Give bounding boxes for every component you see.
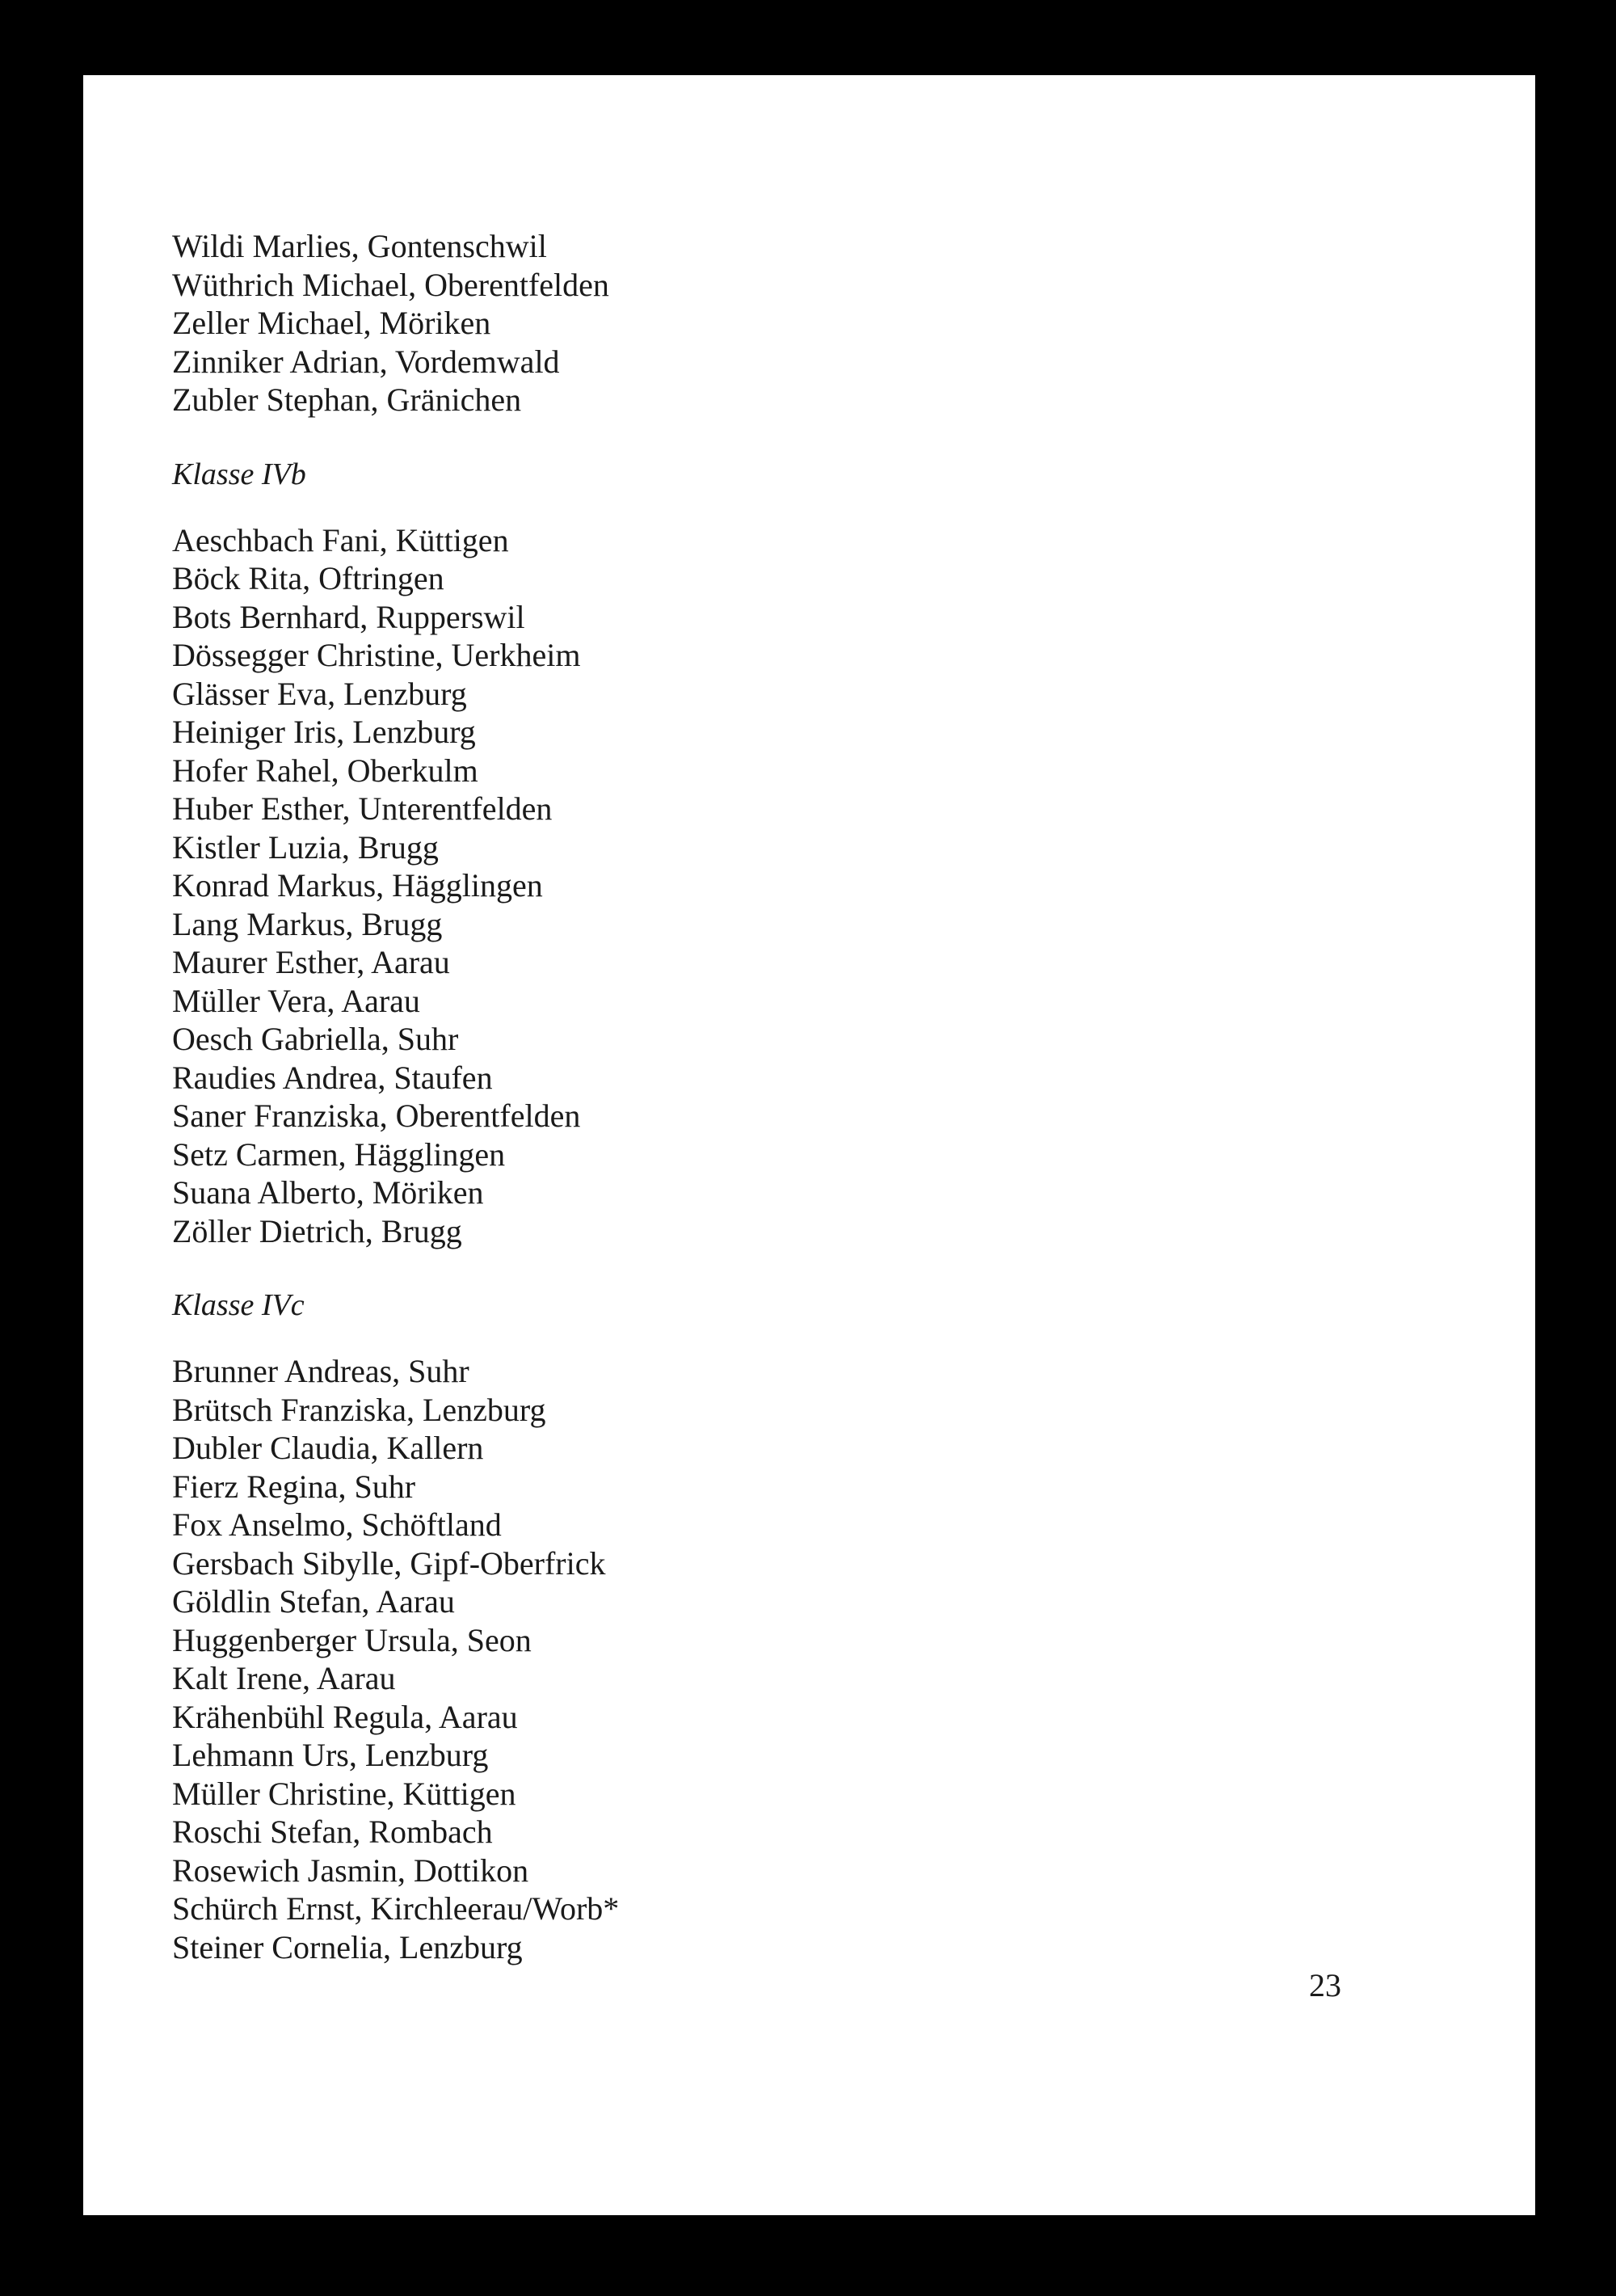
- list-item: Hofer Rahel, Oberkulm: [172, 752, 478, 789]
- list-item: Lehmann Urs, Lenzburg: [172, 1737, 489, 1773]
- list-item: Kalt Irene, Aarau: [172, 1660, 396, 1696]
- list-item: Brunner Andreas, Suhr: [172, 1353, 469, 1389]
- list-item: Kistler Luzia, Brugg: [172, 828, 439, 866]
- list-item: Zöller Dietrich, Brugg: [172, 1212, 462, 1249]
- list-item: Wildi Marlies, Gontenschwil: [172, 228, 547, 264]
- list-item: Setz Carmen, Hägglingen: [172, 1135, 506, 1173]
- document-page: [83, 75, 1535, 2215]
- list-item: Konrad Markus, Hägglingen: [172, 867, 543, 904]
- list-item: Roschi Stefan, Rombach: [172, 1814, 493, 1850]
- list-item: Aeschbach Fani, Küttigen: [172, 521, 509, 558]
- section-heading: Klasse IVb: [172, 457, 306, 491]
- list-item: Saner Franziska, Oberentfelden: [172, 1097, 581, 1134]
- list-item: Zubler Stephan, Gränichen: [172, 381, 522, 418]
- list-item: Fierz Regina, Suhr: [172, 1468, 416, 1505]
- section-klasse-ivb: [172, 455, 1384, 1251]
- list-item: Zeller Michael, Möriken: [172, 305, 491, 341]
- list-item: Raudies Andrea, Staufen: [172, 1059, 493, 1096]
- list-item: Huber Esther, Unterentfelden: [172, 790, 553, 827]
- list-item: Rosewich Jasmin, Dottikon: [172, 1852, 529, 1889]
- list-item: Oesch Gabriella, Suhr: [172, 1021, 459, 1057]
- section-klasse-ivc: [172, 1286, 1384, 1966]
- section-heading: Klasse IVc: [172, 1288, 305, 1322]
- list-item: Wüthrich Michael, Oberentfelden: [172, 266, 609, 303]
- list-item: Glässer Eva, Lenzburg: [172, 675, 467, 712]
- list-item: Göldlin Stefan, Aarau: [172, 1583, 455, 1620]
- list-item: Lang Markus, Brugg: [172, 905, 443, 942]
- list-item: Heiniger Iris, Lenzburg: [172, 714, 476, 750]
- section-continued: [172, 227, 1384, 419]
- list-item: Gersbach Sibylle, Gipf-Oberfrick: [172, 1544, 606, 1582]
- list-item: Schürch Ernst, Kirchleerau/Worb*: [172, 1890, 620, 1927]
- student-list: [172, 227, 1384, 1966]
- list-item: Bots Bernhard, Rupperswil: [172, 598, 525, 635]
- list-item: Müller Christine, Küttigen: [172, 1775, 516, 1812]
- list-item: Huggenberger Ursula, Seon: [172, 1621, 532, 1658]
- page-number: 23: [1309, 1967, 1341, 2003]
- list-item: Steiner Cornelia, Lenzburg: [172, 1928, 523, 1965]
- list-item: Maurer Esther, Aarau: [172, 944, 450, 980]
- list-item: Böck Rita, Oftringen: [172, 560, 444, 596]
- list-item: Suana Alberto, Möriken: [172, 1174, 484, 1211]
- list-item: Krähenbühl Regula, Aarau: [172, 1698, 518, 1735]
- list-item: Zinniker Adrian, Vordemwald: [172, 343, 560, 380]
- list-item: Brütsch Franziska, Lenzburg: [172, 1391, 546, 1428]
- list-item: Fox Anselmo, Schöftland: [172, 1506, 502, 1543]
- list-item: Müller Vera, Aarau: [172, 982, 420, 1019]
- list-item: Dubler Claudia, Kallern: [172, 1430, 484, 1466]
- list-item: Dössegger Christine, Uerkheim: [172, 637, 581, 673]
